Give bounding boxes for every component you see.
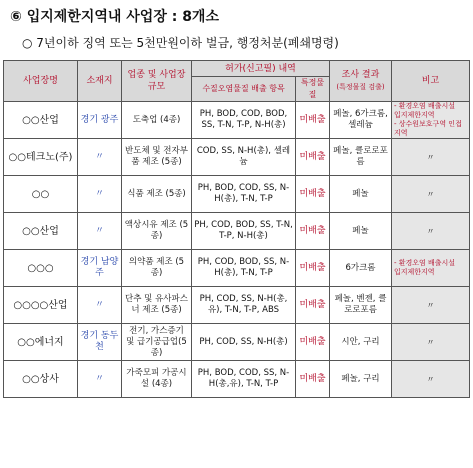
special-substance-cell: 미배출 <box>296 176 330 213</box>
table-row <box>4 361 470 398</box>
header-business: 업종 및 사업장 규모 <box>122 61 192 102</box>
company-cell: ○○산업 <box>4 102 78 139</box>
header-location: 소재지 <box>78 61 122 102</box>
permit-items-cell: PH, COD, BOD, SS, T-N, T-P, N-H(총) <box>192 213 296 250</box>
location-cell: 〃 <box>78 287 122 324</box>
permit-items-cell: PH, COD, SS, N-H(총,유), T-N, T-P, ABS <box>192 287 296 324</box>
business-cell: 도축업 (4종) <box>122 102 192 139</box>
penalty-subheading: ○ 7년이하 징역 또는 5천만원이하 벌금, 행정처분(폐쇄명령) <box>22 36 339 50</box>
remark-line: 입지제한지역 <box>394 268 435 276</box>
company-cell: ○○테크노(주) <box>4 139 78 176</box>
company-cell: ○○ <box>4 176 78 213</box>
remarks-cell <box>392 176 470 213</box>
remark-line: - 환경오염 배출시설 <box>394 102 456 110</box>
header-remarks: 비고 <box>392 61 470 102</box>
page-heading: ⑥ 입지제한지역내 사업장 : 8개소 <box>10 9 219 25</box>
table-row <box>4 250 470 287</box>
special-substance-cell: 미배출 <box>296 361 330 398</box>
remark-ditto: 〃 <box>426 226 435 236</box>
table-row <box>4 176 470 213</box>
result-cell: 페놀, 구리 <box>330 361 392 398</box>
location-cell: 경기 남양주 <box>78 250 122 287</box>
remarks-cell <box>392 324 470 361</box>
table-row <box>4 102 470 139</box>
header-result-sub: (특정물질 검출) <box>336 83 385 91</box>
location-cell: 〃 <box>78 361 122 398</box>
remark-line: - 환경오염 배출시설 <box>394 259 456 267</box>
result-cell: 페놀 <box>330 176 392 213</box>
permit-items-cell: COD, SS, N-H(총), 셀레늄 <box>192 139 296 176</box>
location-cell: 경기 광주 <box>78 102 122 139</box>
remarks-cell <box>392 287 470 324</box>
facility-table <box>3 60 470 398</box>
business-cell: 단추 및 유사파스너 제조 (5종) <box>122 287 192 324</box>
business-cell: 전기, 가스증기 및 급기공급업(5종) <box>122 324 192 361</box>
business-cell: 액상시유 제조 (5종) <box>122 213 192 250</box>
header-permit-special: 특정물질 <box>296 77 330 102</box>
permit-items-cell: PH, BOD, COD, BOD, SS, T-N, T-P, N-H(총) <box>192 102 296 139</box>
special-substance-cell: 미배출 <box>296 287 330 324</box>
location-cell: 〃 <box>78 176 122 213</box>
table-row <box>4 287 470 324</box>
remarks-cell <box>392 213 470 250</box>
result-cell: 페놀, 벤젠, 클로로포름 <box>330 287 392 324</box>
header-result-top: 조사 결과 <box>341 70 380 80</box>
result-cell: 페놀, 6가크롬, 셀레늄 <box>330 102 392 139</box>
location-cell: 〃 <box>78 213 122 250</box>
result-cell: 시안, 구리 <box>330 324 392 361</box>
header-result <box>330 61 392 102</box>
remark-ditto: 〃 <box>426 152 435 162</box>
permit-items-cell: PH, COD, BOD, SS, N-H(총), T-N, T-P <box>192 250 296 287</box>
remark-line: 입지제한지역 <box>394 111 435 119</box>
header-permit-group: 허가(신고필) 내역 <box>192 61 330 77</box>
location-cell: 경기 동두천 <box>78 324 122 361</box>
header-permit-water: 수질오염물질 배출 항목 <box>192 77 296 102</box>
location-cell: 〃 <box>78 139 122 176</box>
company-cell: ○○○○산업 <box>4 287 78 324</box>
remark-ditto: 〃 <box>426 374 435 384</box>
special-substance-cell: 미배출 <box>296 250 330 287</box>
special-substance-cell: 미배출 <box>296 324 330 361</box>
remarks-cell <box>392 250 470 287</box>
special-substance-cell: 미배출 <box>296 139 330 176</box>
company-cell: ○○에너지 <box>4 324 78 361</box>
business-cell: 가죽모피 가공시설 (4종) <box>122 361 192 398</box>
business-cell: 반도체 및 전자부품 제조 (5종) <box>122 139 192 176</box>
remark-ditto: 〃 <box>426 337 435 347</box>
remarks-cell <box>392 102 470 139</box>
remarks-cell <box>392 361 470 398</box>
remark-ditto: 〃 <box>426 189 435 199</box>
remarks-cell <box>392 139 470 176</box>
header-company: 사업장명 <box>4 61 78 102</box>
permit-items-cell: PH, BOD, COD, SS, N-H(총), T-N, T-P <box>192 176 296 213</box>
company-cell: ○○○ <box>4 250 78 287</box>
table-row <box>4 213 470 250</box>
permit-items-cell: PH, COD, SS, N-H(총) <box>192 324 296 361</box>
remark-line: - 상수원보호구역 인접지역 <box>394 120 462 137</box>
result-cell: 페놀 <box>330 213 392 250</box>
special-substance-cell: 미배출 <box>296 102 330 139</box>
business-cell: 식품 제조 (5종) <box>122 176 192 213</box>
permit-items-cell: PH, BOD, COD, SS, N-H(총,유), T-N, T-P <box>192 361 296 398</box>
result-cell: 6가크롬 <box>330 250 392 287</box>
business-cell: 의약품 제조 (5종) <box>122 250 192 287</box>
table-row <box>4 139 470 176</box>
special-substance-cell: 미배출 <box>296 213 330 250</box>
remark-ditto: 〃 <box>426 300 435 310</box>
table-row <box>4 324 470 361</box>
company-cell: ○○상사 <box>4 361 78 398</box>
company-cell: ○○산업 <box>4 213 78 250</box>
result-cell: 페놀, 클로로포름 <box>330 139 392 176</box>
